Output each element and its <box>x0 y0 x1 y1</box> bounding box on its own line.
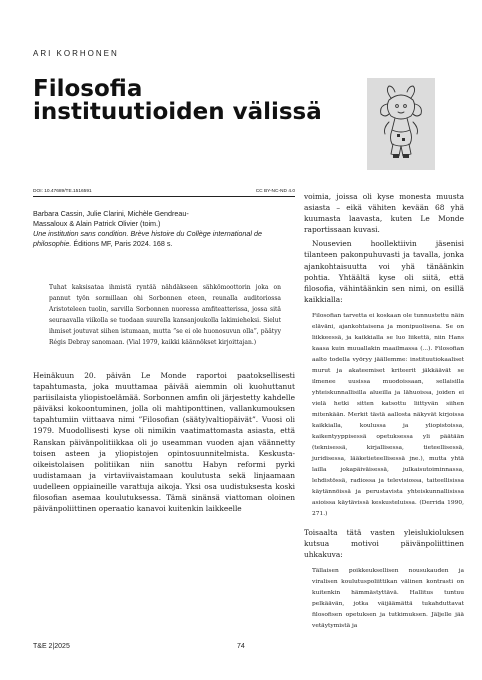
figure-illustration-icon <box>367 78 435 170</box>
epigraph-quote: Tuhat kaksisataa ihmistä ryntää nähdäkseen sähkömoottorin joka on pannut työn sormillaan ohi Sorbonnen eteen, reunalla auditoriossa Aristoteleen tuolin, sarvilla Sorbonnen nuoressa amfiteatterissa, jossa sitä seuraavalla viikolla se tuodaan suurella kansanjoukolla lakimieheksi. Sielut ihmiset joutuvat siihen istumaan, mutta ”se ei ole huonosuvun olla”, päätyy Régis Debray sanomaan. (Vial 1979, kaikki käännökset kirjoittajan.) <box>49 284 281 346</box>
article-meta <box>33 189 295 194</box>
title-line-1: Filosofia <box>33 76 143 102</box>
book-reference <box>33 209 295 249</box>
journal-footer: T&E 2|2025 <box>33 643 70 650</box>
body-text-left: Heinäkuun 20. päivän Le Monde raportoi paatoksellisesti tapahtumasta, joka muuttamaa päivää aiemmin oli kuohuttanut pariisilaista yliopistoelämää. Sorbonnen amfin oli järjestetty kahdelle päiväksi kokoontuminen, jolla oli mahtiponttinen, vallankumouksen tapahtumiin viittaava nimi ”Filosofian (sääty)valtiopäivät”. Vuosi oli 1979. Muodollisesti kyse oli nimikin vaatimattomasta asiasta, että Ranskan päivänpolitiikkaa oli jo useamman vuoden ajan väännetty toisen asteen ja yliopistojen opintosuunnitelmista. Keskusta-oikeistolaisen politiikan niin sanottu Habyn reformi pyrki uudistamaan ja virtaviivaistamaan koulutusta sekä linjaamaan uudelleen oppiaineille varattuja aikoja. Yksi osa uudistuksesta koski filosofian asemaa koulutuksessa. Tämä sinänsä viattoman oloinen päivänpoliittinen operaatio kanavoi kuitenkin laikkeelle <box>33 371 295 514</box>
reference-line-2: Massaloux & Alain Patrick Olivier (toim.) <box>33 219 161 228</box>
paragraph-3: Toisaalta tätä vasten yleislukioluksen kutsua motivoi päivänpoliittinen uhkakuva: <box>304 527 464 560</box>
page-number: 74 <box>237 643 245 650</box>
license-text: CC BY-NC-ND 4.0 <box>255 189 295 194</box>
doi-link[interactable]: DOI: 10.47689/TE.1516591 <box>33 189 92 194</box>
divider <box>33 196 295 197</box>
illustration-box <box>367 78 435 170</box>
reference-line-1: Barbara Cassin, Julie Clarini, Michèle Gendreau- <box>33 209 189 218</box>
paragraph-2: Nousevien hoollektiivin jäsenisi tilanteen pakonpuhuvasti ja tavalla, jonka ajankohtaisuutta voi yhä tänäänkin pohtia. Yhtäältä kyse oli siitä, että filosofia, vähintäänkin sen nimi, on esillä kaikkialla: <box>304 239 464 304</box>
body-text-right <box>304 191 464 639</box>
book-title: Une institution sans condition. Brève histoire du Collège international de philosophie. <box>33 229 262 248</box>
author-name: ARI KORHONEN <box>33 49 119 58</box>
page-title <box>33 78 373 124</box>
paragraph-1: voimia, joissa oli kyse monesta muusta asiasta – eikä vähiten kevään 68 yhä kuumasta laavasta, kuten Le Monde raportissaan kuvasi. <box>304 192 464 235</box>
block-quote-2: Tällaisen poikkeuksellisen nousukauden ja viralisen koulutuspoliittikan välinen kontrasti on kuitenkin hämmästyttävä. Hallitus tuntuu pelkäävän, jotka väijäämättä tukahduttavat filosofisen opetuksen ja tutkimuksen. Jäljelle jää vetäytymistä ja <box>312 568 464 630</box>
block-quote-1: Filosofian tarvetta ei koskaan ole tunnustettu näin eläväni, ajankohtaisena ja monipuolisena. Se on liikkeessä, ja kaikkialla se luo liikettä, niin Hans kaasa kuin muuallakin maailmassa (...). Filosofian aalto todella vyöryy jäällemme: instituutiokaaliset murut ja akateemiset kriteerit jäkkäävät se ilmenee uusissa muodoissaan, sellaisilla yhteiskunnallisilla alueilla ja lähuoissa, joiden ei vielä hetki sitten katsottu liittyvän siihen mitenkään. Merkit tästä aallosta näkyvät kirjoissa kaikkialla, koulussa ja yliopistoissa, kaikentyyppisessä opetuksessa yli päätään (teknisessä, kirjallisessa, tieteellisessä, juridisessa, lääketieteellisessä jne.), mutta yhtä lailla jokapäiväisessä, julkaisutoiminnassa, lehdistössä, radiossa ja televisiossa, taiteellisissa käytännöissä ja perustavista yhteiskunnallisissa asioissa käytävissä keskusteluissa. (Derrida 1990, 271.) <box>312 312 464 517</box>
title-line-2: instituutioiden välissä <box>33 99 322 125</box>
publisher-info: Éditions MF, Paris 2024. 168 s. <box>73 239 173 248</box>
